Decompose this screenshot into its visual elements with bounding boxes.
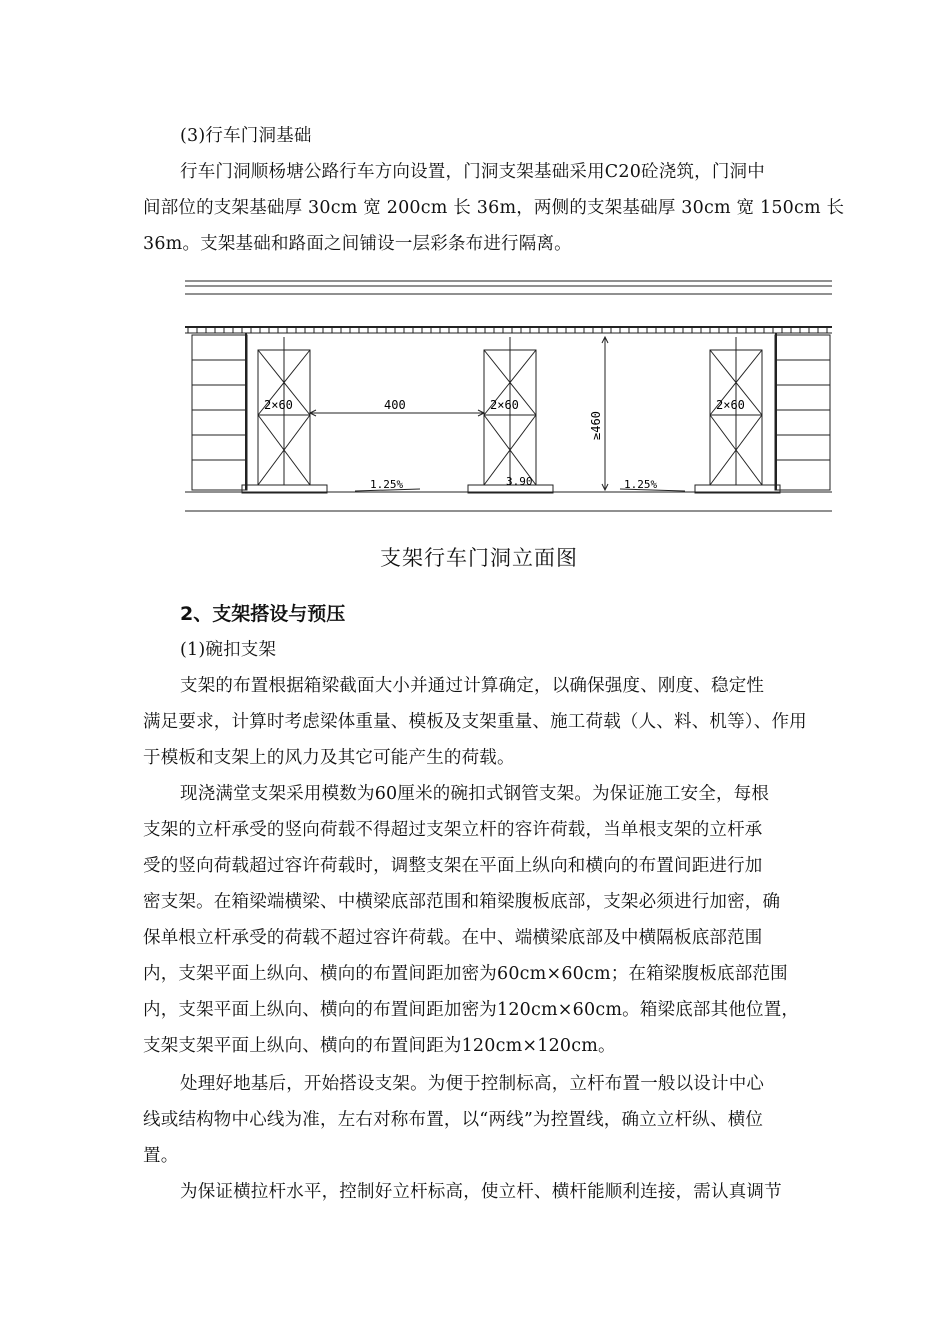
- tower-right: [695, 333, 780, 493]
- spacing-label-left: 2×60: [264, 398, 293, 412]
- para-2-line: 受的竖向荷载超过容许荷载时，调整支架在平面上纵向和横向的布置间距进行加: [143, 856, 763, 876]
- para-2-line: 内，支架平面上纵向、横向的布置间距加密为120cm×60cm。箱梁底部其他位置，: [143, 1000, 800, 1020]
- spacing-label-right: 2×60: [716, 398, 745, 412]
- span-label: 400: [384, 398, 406, 412]
- para-3-line: 置。: [143, 1146, 179, 1166]
- para-1-line: 于模板和支架上的风力及其它可能产生的荷载。: [143, 748, 515, 768]
- door-opening-elevation-figure: [180, 275, 840, 520]
- para-3-line: 处理好地基后，开始搭设支架。为便于控制标高，立杆布置一般以设计中心: [180, 1074, 765, 1094]
- section-3-title: (3)行车门洞基础: [180, 126, 312, 146]
- left-side-scaffold: [192, 335, 247, 490]
- sub-1-title: (1)碗扣支架: [180, 640, 277, 660]
- elevation-drawing: [180, 275, 840, 520]
- mid-mark-label: 3.90: [506, 475, 533, 488]
- slope-label-right: 1.25%: [624, 478, 658, 491]
- para-2-line: 现浇满堂支架采用模数为60厘米的碗扣式钢管支架。为保证施工安全，每根: [180, 784, 770, 804]
- section-3-para-line: 36m。支架基础和路面之间铺设一层彩条布进行隔离。: [143, 234, 572, 254]
- slope-label-left: 1.25%: [370, 478, 404, 491]
- para-3-line: 线或结构物中心线为准，左右对称布置，以“两线”为控置线，确立立杆纵、横位: [143, 1110, 764, 1130]
- section-3-para-line: 行车门洞顺杨塘公路行车方向设置，门洞支架基础采用C20砼浇筑，门洞中: [180, 162, 765, 182]
- para-1-line: 支架的布置根据箱梁截面大小并通过计算确定，以确保强度、刚度、稳定性: [180, 676, 765, 696]
- section-3-para-line: 间部位的支架基础厚 30cm 宽 200cm 长 36m，两侧的支架基础厚 30cm 宽 150cm 长: [143, 198, 845, 218]
- para-2-line: 支架的立杆承受的竖向荷载不得超过支架立杆的容许荷载，当单根支架的立杆承: [143, 820, 763, 840]
- para-2-line: 支架支架平面上纵向、横向的布置间距为120cm×120cm。: [143, 1036, 616, 1056]
- para-2-line: 密支架。在箱梁端横梁、中横梁底部范围和箱梁腹板底部，支架必须进行加密，确: [143, 892, 781, 912]
- height-label: ≥460: [589, 411, 603, 440]
- section-2-heading: 2、支架搭设与预压: [180, 603, 346, 625]
- para-2-line: 内，支架平面上纵向、横向的布置间距加密为60cm×60cm；在箱梁腹板底部范围: [143, 964, 788, 984]
- spacing-label-mid: 2×60: [490, 398, 519, 412]
- right-side-scaffold: [775, 335, 830, 490]
- figure-caption: 支架行车门洞立面图: [380, 546, 578, 570]
- para-1-line: 满足要求，计算时考虑梁体重量、模板及支架重量、施工荷载（人、料、机等）、作用: [143, 712, 807, 732]
- para-2-line: 保单根立杆承受的荷载不超过容许荷载。在中、端横梁底部及中横隔板底部范围: [143, 928, 763, 948]
- para-4-line: 为保证横拉杆水平，控制好立杆标高，使立杆、横杆能顺利连接，需认真调节: [180, 1182, 782, 1202]
